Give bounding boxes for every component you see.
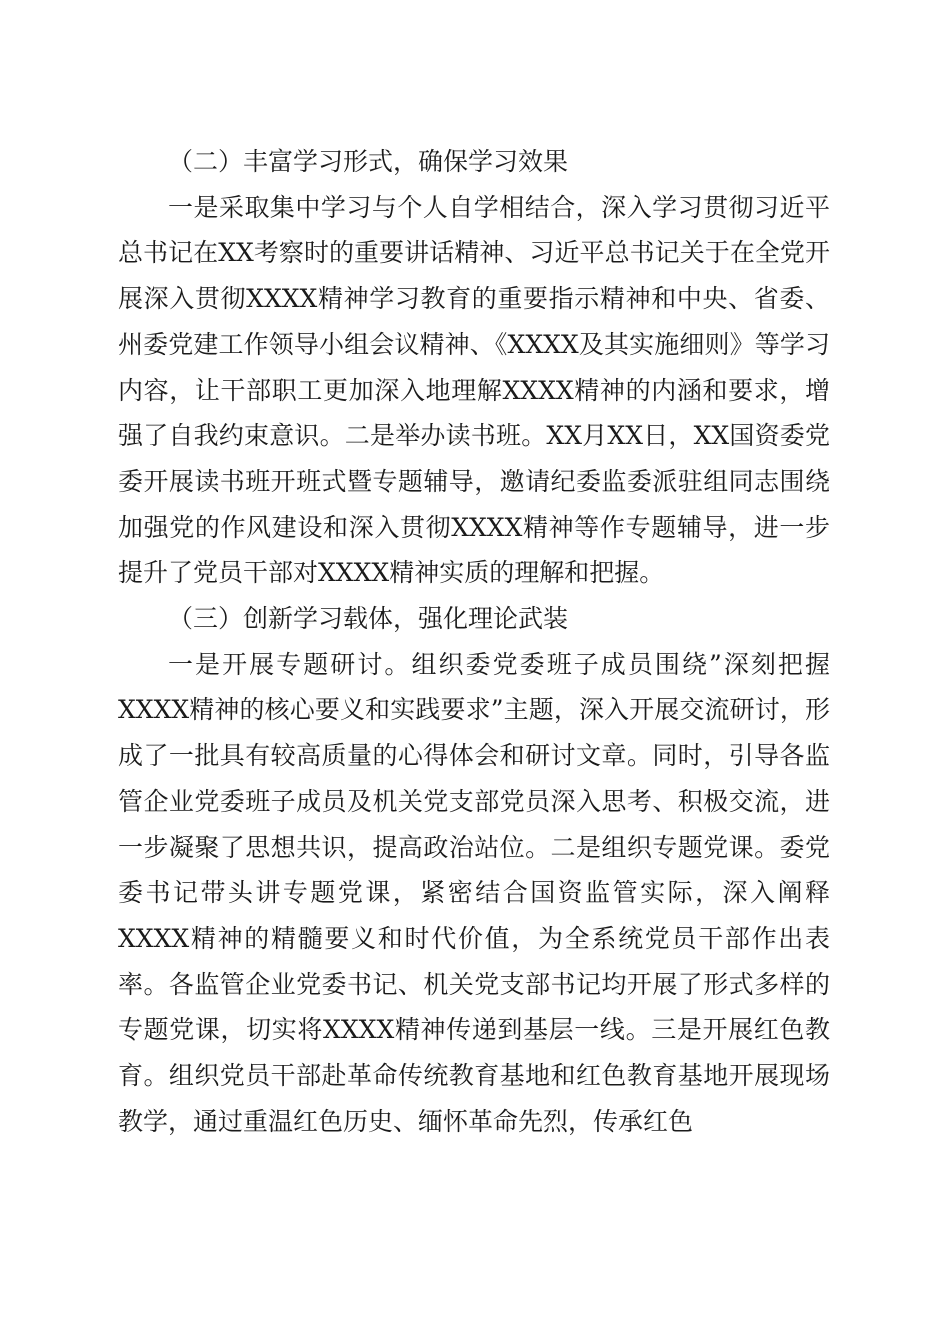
section-2-heading: （二）丰富学习形式，确保学习效果 (168, 147, 569, 176)
section-3-paragraph: 一是开展专题研讨。组织委党委班子成员围绕”深刻把握XXXX精神的核心要义和实践要求”主题，深入开展交流研讨，形成了一批具有较高质量的心得体会和研讨文章。同时，引导各监管企业党委班子成员及机关党支部党员深入思考、积极交流，进一步凝聚了思想共识，提高政治站位。二是组织专题党课。委党委书记带头讲专题党课，紧密结合国资监管实际，深入阐释XXXX精神的精髓要义和时代价值，为全系统党员干部作出表率。各监管企业党委书记、机关党支部书记均开展了形式多样的专题党课，切实将XXXX精神传递到基层一线。三是开展红色教育。组织党员干部赴革命传统教育基地和红色教育基地开展现场教学，通过重温红色历史、缅怀革命先烈，传承红色 (118, 649, 830, 1136)
section-2-paragraph: 一是采取集中学习与个人自学相结合，深入学习贯彻习近平总书记在XX考察时的重要讲话精神、习近平总书记关于在全党开展深入贯彻XXXX精神学习教育的重要指示精神和中央、省委、州委党建工作领导小组会议精神、《XXXX及其实施细则》等学习内容，让干部职工更加深入地理解XXXX精神的内涵和要求，增强了自我约束意识。二是举办读书班。XX月XX日，XX国资委党委开展读书班开班式暨专题辅导，邀请纪委监委派驻组同志围绕加强党的作风建设和深入贯彻XXXX精神等作专题辅导，进一步提升了党员干部对XXXX精神实质的理解和把握。 (118, 192, 830, 588)
document-body (118, 139, 830, 1144)
section-3-heading: （三）创新学习载体，强化理论武装 (168, 604, 569, 634)
